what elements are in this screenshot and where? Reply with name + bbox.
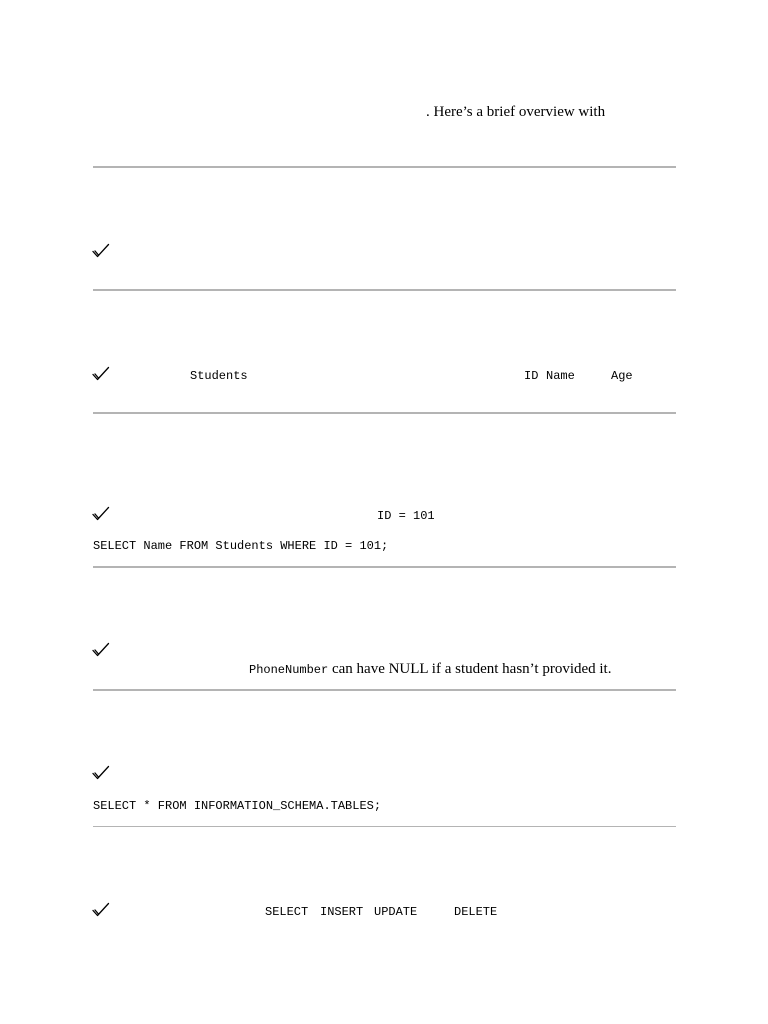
checkmark-icon xyxy=(92,506,110,522)
checkmark-icon xyxy=(92,243,110,259)
divider xyxy=(93,166,676,168)
null-sentence xyxy=(241,642,611,678)
checkmark-icon xyxy=(92,902,110,918)
code-column-name: Name xyxy=(546,369,575,383)
code-keyword-update: UPDATE xyxy=(374,905,418,919)
null-sentence-text: can have NULL if a student hasn’t provided it. xyxy=(328,661,612,677)
code-column-phonenumber: PhoneNumber xyxy=(249,663,329,677)
code-table-name: Students xyxy=(190,369,248,383)
code-keyword-delete: DELETE xyxy=(454,905,498,919)
code-keyword-insert: INSERT xyxy=(320,905,364,919)
code-column-id: ID xyxy=(524,369,539,383)
divider xyxy=(93,412,676,414)
code-column-age: Age xyxy=(611,369,633,383)
divider xyxy=(93,689,676,691)
checkmark-icon xyxy=(92,366,110,382)
divider xyxy=(93,289,676,291)
divider xyxy=(93,566,676,568)
code-query: SELECT Name FROM Students WHERE ID = 101; xyxy=(93,539,389,553)
divider xyxy=(93,826,676,827)
checkmark-icon xyxy=(92,765,110,781)
checkmark-icon xyxy=(92,642,110,658)
intro-text: . Here’s a brief overview with xyxy=(426,104,606,120)
code-query: SELECT * FROM INFORMATION_SCHEMA.TABLES; xyxy=(93,799,382,813)
code-condition: ID = 101 xyxy=(377,509,435,523)
code-keyword-select: SELECT xyxy=(265,905,309,919)
